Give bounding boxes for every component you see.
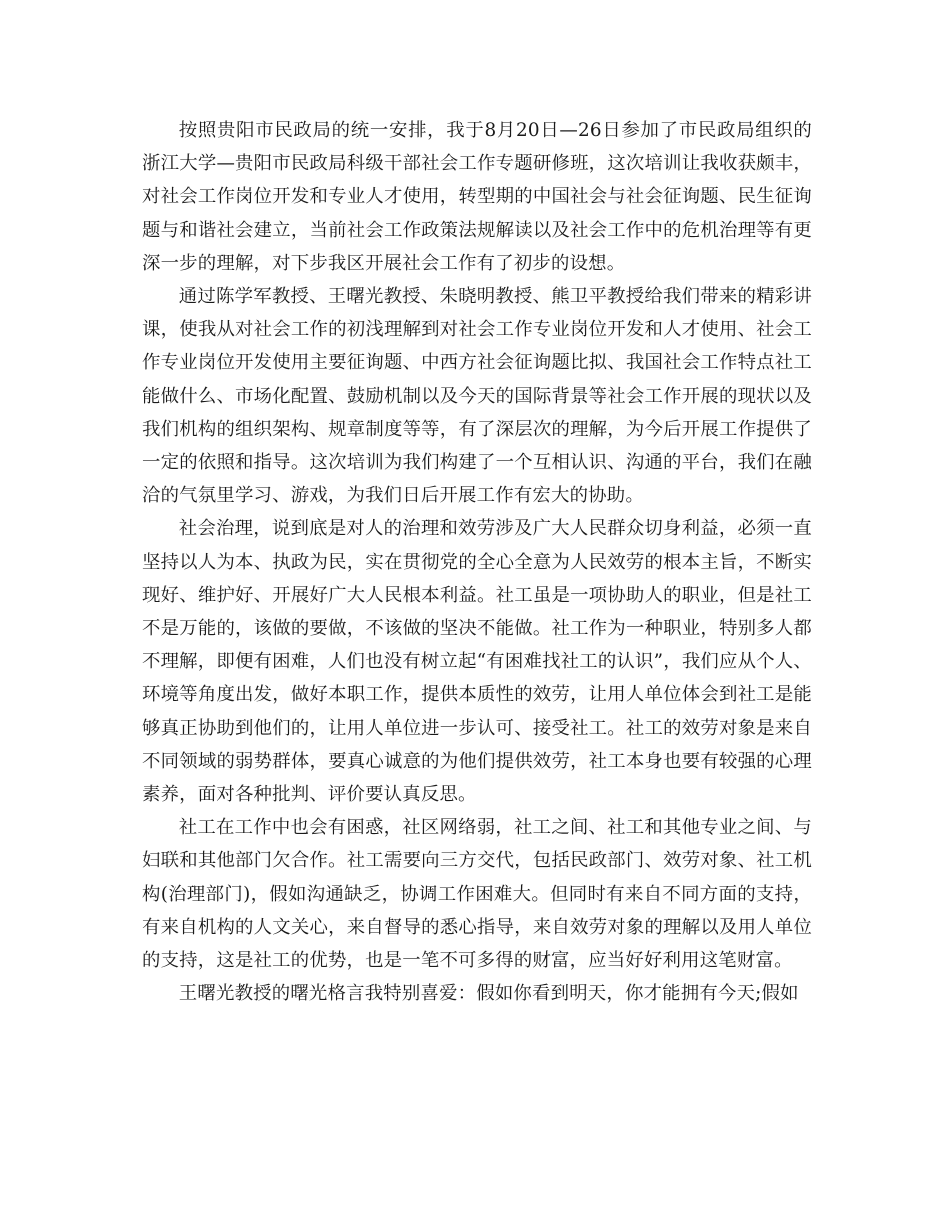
paragraph-social-work-challenges: 社工在工作中也会有困惑，社区网络弱，社工之间、社工和其他专业之间、与妇联和其他部门欠合作。社工需要向三方交代，包括民政部门、效劳对象、社工机构(治理部门)，假如沟通缺乏，协调工作困难大。但同时有来自不同方面的支持，有来自机构的人文关心，来自督导的悉心指导，来自效劳对象的理解以及用人单位的支持，这是社工的优势，也是一笔不可多得的财富，应当好好利用这笔财富。 bbox=[142, 817, 812, 972]
paragraph-lectures: 通过陈学军教授、王曙光教授、朱晓明教授、熊卫平教授给我们带来的精彩讲课，使我从对社会工作的初浅理解到对社会工作专业岗位开发和人才使用、社会工作专业岗位开发使用主要征询题、中西方社会征询题比拟、我国社会工作特点社工能做什么、市场化配置、鼓励机制以及今天的国际背景等社会工作开展的现状以及我们机构的组织架构、规章制度等等，有了深层次的理解，为今后开展工作提供了一定的依照和指导。这次培训为我们构建了一个互相认识、沟通的平台，我们在融洽的气氛里学习、游戏，为我们日后开展工作有宏大的协助。 bbox=[142, 286, 812, 507]
paragraph-social-governance: 社会治理，说到底是对人的治理和效劳涉及广大人民群众切身利益，必须一直坚持以人为本、执政为民，实在贯彻党的全心全意为人民效劳的根本主旨，不断实现好、维护好、开展好广大人民根本利益。社工虽是一项协助人的职业，但是社工不是万能的，该做的要做，不该做的坚决不能做。社工作为一种职业，特别多人都不理解，即便有困难，人们也没有树立起“有困难找社工的认识”，我们应从个人、环境等角度出发，做好本职工作，提供本质性的效劳，让用人单位体会到社工是能够真正协助到他们的，让用人单位进一步认可、接受社工。社工的效劳对象是来自不同领域的弱势群体，要真心诚意的为他们提供效劳，社工本身也要有较强的心理素养，面对各种批判、评价要认真反思。 bbox=[142, 518, 812, 806]
paragraph-training-overview: 按照贵阳市民政局的统一安排，我于8月20日—26日参加了市民政局组织的浙江大学—贵阳市民政局科级干部社会工作专题研修班，这次培训让我收获颇丰，对社会工作岗位开发和专业人才使用，转型期的中国社会与社会征询题、民生征询题与和谐社会建立，当前社会工作政策法规解读以及社会工作中的危机治理等有更深一步的理解，对下步我区开展社会工作有了初步的设想。 bbox=[142, 120, 812, 274]
paragraph-motto: 王曙光教授的曙光格言我特别喜爱：假如你看到明天，你才能拥有今天;假如 bbox=[178, 983, 799, 1005]
document-body bbox=[142, 114, 812, 1010]
